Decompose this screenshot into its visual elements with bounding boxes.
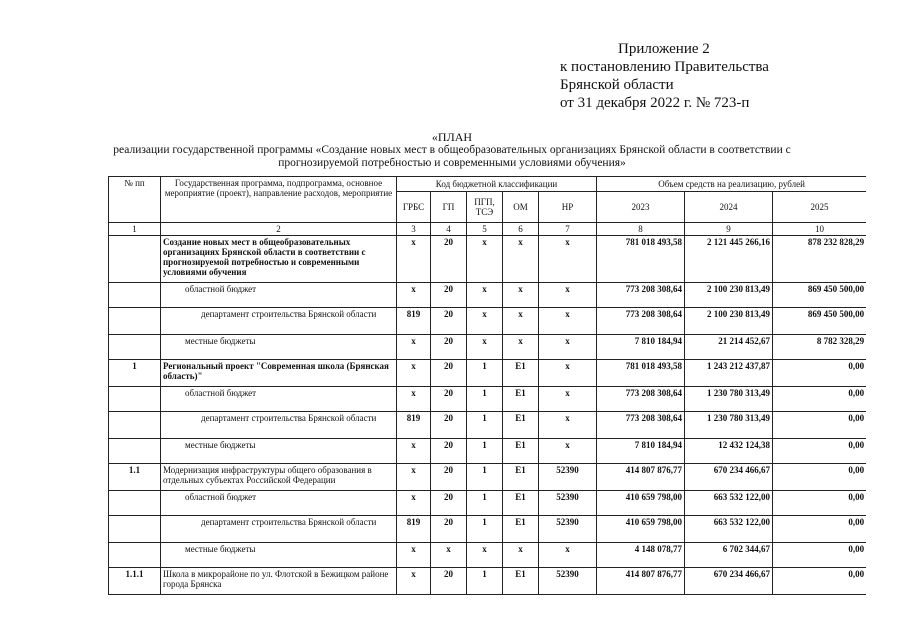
cell-2025: 0,00 — [773, 439, 866, 464]
cell-2023: 781 018 493,58 — [597, 236, 685, 283]
cell-2024: 670 234 466,67 — [685, 568, 773, 595]
appendix-line: от 31 декабря 2022 г. № 723-п — [560, 95, 750, 111]
header-row — [109, 177, 867, 192]
cell-gp: 20 — [431, 439, 467, 464]
cell-2023: 7 810 184,94 — [597, 439, 685, 464]
cell-gp: x — [431, 543, 467, 568]
cell-om: E1 — [503, 360, 539, 387]
cell-grbs: x — [397, 387, 431, 412]
cell-grbs: 819 — [397, 412, 431, 439]
col-header-2023: 2023 — [597, 192, 685, 223]
table-row — [109, 412, 867, 439]
cell-name: областной бюджет — [161, 491, 397, 516]
cell-2025: 0,00 — [773, 360, 866, 387]
cell-2024: 6 702 344,67 — [685, 543, 773, 568]
cell-num: 1.1 — [109, 464, 161, 491]
cell-np: x — [539, 360, 597, 387]
cell-np: x — [539, 236, 597, 283]
cell-2023: 773 208 308,64 — [597, 308, 685, 335]
col-header-kbk: Код бюджетной классификации — [397, 177, 597, 192]
cell-np: x — [539, 387, 597, 412]
column-number: 2 — [161, 223, 397, 236]
cell-grbs: x — [397, 360, 431, 387]
cell-gp: 20 — [431, 568, 467, 595]
cell-np: x — [539, 439, 597, 464]
cell-om: E1 — [503, 439, 539, 464]
cell-grbs: x — [397, 236, 431, 283]
cell-2025: 0,00 — [773, 543, 866, 568]
table-row — [109, 464, 867, 491]
cell-pgp: 1 — [467, 360, 503, 387]
cell-2023: 773 208 308,64 — [597, 283, 685, 308]
cell-om: E1 — [503, 568, 539, 595]
table-row — [109, 543, 867, 568]
cell-num — [109, 543, 161, 568]
cell-name: Модернизация инфраструктуры общего образования в отдельных субъектах Российской Федерации — [161, 464, 397, 491]
appendix-line: Приложение 2 — [618, 41, 710, 57]
cell-pgp: x — [467, 308, 503, 335]
table-row — [109, 283, 867, 308]
cell-2025: 0,00 — [773, 412, 866, 439]
plan-table — [108, 176, 866, 595]
cell-2025: 0,00 — [773, 568, 866, 595]
cell-2025: 878 232 828,29 — [773, 236, 866, 283]
cell-2023: 410 659 798,00 — [597, 491, 685, 516]
cell-2023: 773 208 308,64 — [597, 412, 685, 439]
cell-num — [109, 335, 161, 360]
column-number: 3 — [397, 223, 431, 236]
cell-om: E1 — [503, 387, 539, 412]
col-header-pgp: ПГП, ТСЭ — [467, 192, 503, 223]
cell-om: E1 — [503, 491, 539, 516]
cell-pgp: 1 — [467, 439, 503, 464]
appendix-line: Брянской области — [560, 77, 674, 93]
cell-num — [109, 236, 161, 283]
cell-2025: 869 450 500,00 — [773, 283, 866, 308]
cell-num — [109, 412, 161, 439]
appendix-block — [560, 40, 769, 112]
column-number: 6 — [503, 223, 539, 236]
column-number: 8 — [597, 223, 685, 236]
col-header-om: ОМ — [503, 192, 539, 223]
cell-grbs: x — [397, 568, 431, 595]
cell-2025: 0,00 — [773, 387, 866, 412]
cell-om: x — [503, 543, 539, 568]
cell-2024: 2 121 445 266,16 — [685, 236, 773, 283]
col-header-grbs: ГРБС — [397, 192, 431, 223]
cell-pgp: 1 — [467, 412, 503, 439]
cell-om: E1 — [503, 516, 539, 543]
cell-2025: 0,00 — [773, 491, 866, 516]
column-number: 4 — [431, 223, 467, 236]
cell-np: x — [539, 283, 597, 308]
cell-np: x — [539, 308, 597, 335]
cell-pgp: 1 — [467, 464, 503, 491]
column-number: 9 — [685, 223, 773, 236]
cell-om: x — [503, 236, 539, 283]
cell-2024: 21 214 452,67 — [685, 335, 773, 360]
table-row — [109, 360, 867, 387]
cell-num — [109, 308, 161, 335]
plan-title: «ПЛАН — [431, 130, 473, 144]
cell-np: 52390 — [539, 491, 597, 516]
column-number-row — [109, 223, 867, 236]
cell-gp: 20 — [431, 360, 467, 387]
cell-num — [109, 283, 161, 308]
cell-name: департамент строительства Брянской области — [161, 516, 397, 543]
table-row — [109, 491, 867, 516]
appendix-line: к постановлению Правительства — [560, 59, 769, 75]
col-header-2024: 2024 — [685, 192, 773, 223]
column-number: 1 — [109, 223, 161, 236]
cell-name: областной бюджет — [161, 387, 397, 412]
cell-num — [109, 491, 161, 516]
plan-table-wrapper — [108, 176, 866, 639]
cell-2024: 670 234 466,67 — [685, 464, 773, 491]
cell-name: Создание новых мест в общеобразовательных организациях Брянской области в соответствии с прогнозируемой потребностью и современными условиями обучения — [161, 236, 397, 283]
cell-grbs: x — [397, 491, 431, 516]
cell-name: местные бюджеты — [161, 335, 397, 360]
cell-num — [109, 387, 161, 412]
table-row — [109, 236, 867, 283]
table-row — [109, 568, 867, 595]
cell-name: департамент строительства Брянской области — [161, 308, 397, 335]
cell-np: x — [539, 543, 597, 568]
cell-pgp: x — [467, 283, 503, 308]
cell-np: x — [539, 335, 597, 360]
cell-num — [109, 516, 161, 543]
cell-name: местные бюджеты — [161, 543, 397, 568]
cell-gp: 20 — [431, 236, 467, 283]
cell-gp: 20 — [431, 308, 467, 335]
cell-np: 52390 — [539, 568, 597, 595]
cell-om: x — [503, 283, 539, 308]
cell-2023: 781 018 493,58 — [597, 360, 685, 387]
cell-2024: 12 432 124,38 — [685, 439, 773, 464]
col-header-2025: 2025 — [773, 192, 866, 223]
cell-2024: 1 243 212 437,87 — [685, 360, 773, 387]
cell-gp: 20 — [431, 335, 467, 360]
cell-pgp: x — [467, 543, 503, 568]
plan-subtitle-line: реализации государственной программы «Создание новых мест в общеобразовательных организациях Брянской области в соответствии с — [113, 144, 791, 156]
cell-2025: 8 782 328,29 — [773, 335, 866, 360]
cell-2024: 663 532 122,00 — [685, 516, 773, 543]
cell-grbs: 819 — [397, 516, 431, 543]
cell-grbs: x — [397, 439, 431, 464]
cell-pgp: 1 — [467, 516, 503, 543]
table-row — [109, 308, 867, 335]
table-row — [109, 387, 867, 412]
cell-2025: 0,00 — [773, 516, 866, 543]
cell-om: E1 — [503, 412, 539, 439]
cell-grbs: x — [397, 464, 431, 491]
col-header-num: № пп — [109, 177, 161, 223]
cell-num: 1 — [109, 360, 161, 387]
cell-pgp: x — [467, 335, 503, 360]
cell-2023: 4 148 078,77 — [597, 543, 685, 568]
cell-pgp: 1 — [467, 491, 503, 516]
column-number: 5 — [467, 223, 503, 236]
cell-2024: 2 100 230 813,49 — [685, 283, 773, 308]
cell-2023: 410 659 798,00 — [597, 516, 685, 543]
cell-2024: 1 230 780 313,49 — [685, 387, 773, 412]
cell-np: x — [539, 412, 597, 439]
cell-num: 1.1.1 — [109, 568, 161, 595]
cell-pgp: x — [467, 236, 503, 283]
cell-2023: 414 807 876,77 — [597, 568, 685, 595]
cell-pgp: 1 — [467, 387, 503, 412]
column-number: 10 — [773, 223, 866, 236]
cell-2023: 7 810 184,94 — [597, 335, 685, 360]
col-header-volume: Объем средств на реализацию, рублей — [597, 177, 866, 192]
cell-name: Региональный проект "Современная школа (Брянская область)" — [161, 360, 397, 387]
table-row — [109, 335, 867, 360]
col-header-gp: ГП — [431, 192, 467, 223]
cell-name: департамент строительства Брянской области — [161, 412, 397, 439]
col-header-name: Государственная программа, подпрограмма, основное мероприятие (проект), направление расходов, мероприятие — [161, 177, 397, 223]
cell-pgp: 1 — [467, 568, 503, 595]
column-number: 7 — [539, 223, 597, 236]
cell-2024: 1 230 780 313,49 — [685, 412, 773, 439]
cell-gp: 20 — [431, 464, 467, 491]
cell-gp: 20 — [431, 387, 467, 412]
plan-subtitle-line: прогнозируемой потребностью и современными условиями обучения» — [278, 157, 626, 169]
cell-2024: 2 100 230 813,49 — [685, 308, 773, 335]
cell-gp: 20 — [431, 516, 467, 543]
cell-grbs: x — [397, 335, 431, 360]
cell-grbs: x — [397, 543, 431, 568]
cell-np: 52390 — [539, 516, 597, 543]
cell-num — [109, 439, 161, 464]
cell-grbs: 819 — [397, 308, 431, 335]
cell-gp: 20 — [431, 491, 467, 516]
cell-2025: 869 450 500,00 — [773, 308, 866, 335]
cell-om: x — [503, 335, 539, 360]
cell-np: 52390 — [539, 464, 597, 491]
cell-grbs: x — [397, 283, 431, 308]
cell-name: областной бюджет — [161, 283, 397, 308]
cell-2023: 773 208 308,64 — [597, 387, 685, 412]
cell-gp: 20 — [431, 283, 467, 308]
table-row — [109, 516, 867, 543]
cell-2025: 0,00 — [773, 464, 866, 491]
table-row — [109, 439, 867, 464]
cell-name: местные бюджеты — [161, 439, 397, 464]
cell-2024: 663 532 122,00 — [685, 491, 773, 516]
cell-gp: 20 — [431, 412, 467, 439]
cell-name: Школа в микрорайоне по ул. Флотской в Бежицком районе города Брянска — [161, 568, 397, 595]
cell-om: x — [503, 308, 539, 335]
cell-2023: 414 807 876,77 — [597, 464, 685, 491]
cell-om: E1 — [503, 464, 539, 491]
col-header-np: НР — [539, 192, 597, 223]
